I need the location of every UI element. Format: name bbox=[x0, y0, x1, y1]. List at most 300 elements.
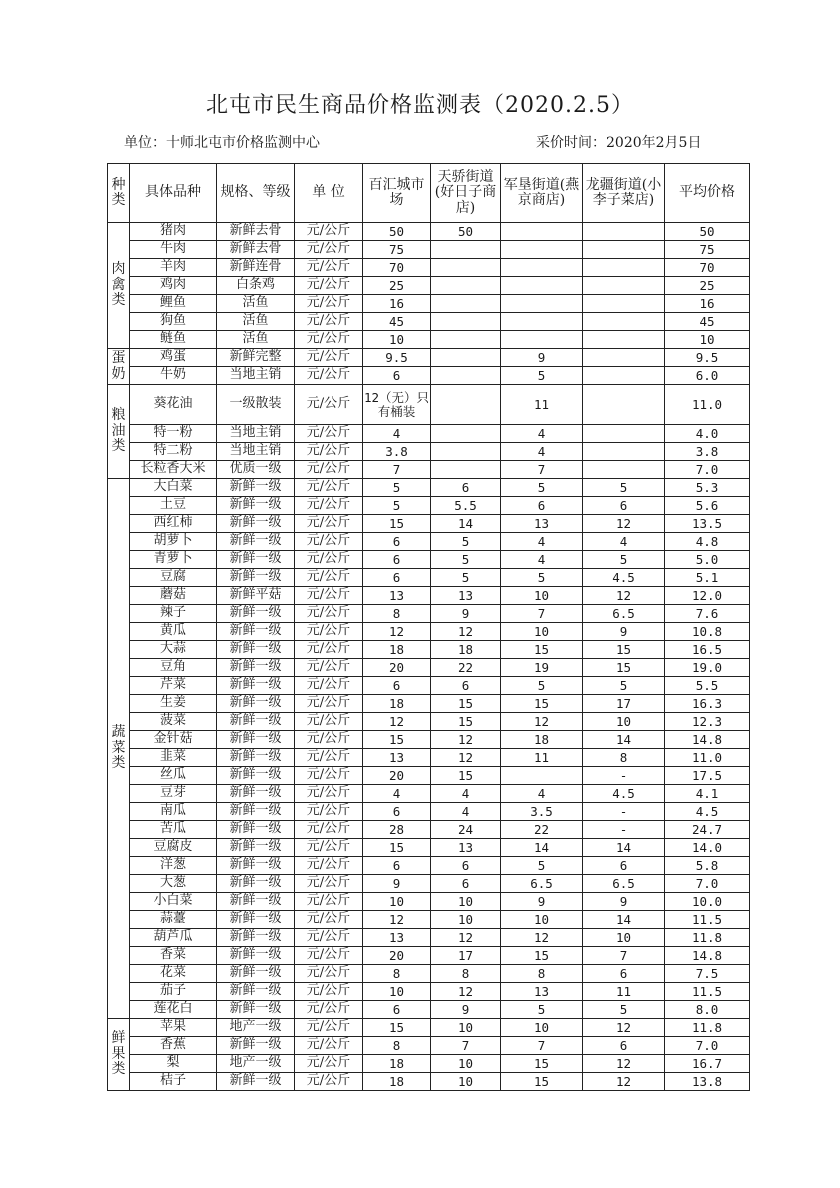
price-baihui: 3.8 bbox=[363, 443, 431, 461]
table-row bbox=[108, 1037, 750, 1055]
price-junken: 5 bbox=[501, 677, 583, 695]
unit: 元/公斤 bbox=[295, 223, 363, 241]
spec: 新鲜一级 bbox=[217, 911, 295, 929]
price-junken: 13 bbox=[501, 983, 583, 1001]
table-row bbox=[108, 443, 750, 461]
price-average: 7.5 bbox=[665, 965, 750, 983]
unit: 元/公斤 bbox=[295, 821, 363, 839]
item-name: 大蒜 bbox=[130, 641, 217, 659]
price-longjiang: 14 bbox=[583, 911, 665, 929]
price-junken: 4 bbox=[501, 551, 583, 569]
price-average: 19.0 bbox=[665, 659, 750, 677]
price-tianjiao: 6 bbox=[431, 857, 501, 875]
price-average: 10 bbox=[665, 331, 750, 349]
price-tianjiao: 10 bbox=[431, 1019, 501, 1037]
spec: 新鲜一级 bbox=[217, 1037, 295, 1055]
price-baihui: 20 bbox=[363, 659, 431, 677]
price-tianjiao bbox=[431, 241, 501, 259]
price-tianjiao: 12 bbox=[431, 731, 501, 749]
unit: 元/公斤 bbox=[295, 731, 363, 749]
price-junken: 5 bbox=[501, 1001, 583, 1019]
price-baihui: 12（无）只有桶装 bbox=[363, 385, 431, 425]
price-junken: 10 bbox=[501, 1019, 583, 1037]
table-row bbox=[108, 425, 750, 443]
item-name: 芹菜 bbox=[130, 677, 217, 695]
price-tianjiao bbox=[431, 331, 501, 349]
price-longjiang: 12 bbox=[583, 587, 665, 605]
table-row bbox=[108, 331, 750, 349]
price-average: 4.0 bbox=[665, 425, 750, 443]
unit: 元/公斤 bbox=[295, 1073, 363, 1091]
price-longjiang: 6 bbox=[583, 965, 665, 983]
price-baihui: 4 bbox=[363, 785, 431, 803]
price-longjiang bbox=[583, 425, 665, 443]
price-baihui: 10 bbox=[363, 893, 431, 911]
table-row bbox=[108, 605, 750, 623]
price-tianjiao: 10 bbox=[431, 1055, 501, 1073]
unit: 元/公斤 bbox=[295, 277, 363, 295]
item-name: 葫芦瓜 bbox=[130, 929, 217, 947]
price-average: 17.5 bbox=[665, 767, 750, 785]
price-longjiang: 14 bbox=[583, 839, 665, 857]
price-longjiang: 4.5 bbox=[583, 569, 665, 587]
price-junken: 12 bbox=[501, 713, 583, 731]
price-average: 4.8 bbox=[665, 533, 750, 551]
item-name: 豆芽 bbox=[130, 785, 217, 803]
spec: 新鲜一级 bbox=[217, 551, 295, 569]
price-average: 16.5 bbox=[665, 641, 750, 659]
table-row bbox=[108, 857, 750, 875]
price-tianjiao: 22 bbox=[431, 659, 501, 677]
price-average: 9.5 bbox=[665, 349, 750, 367]
price-tianjiao bbox=[431, 385, 501, 425]
unit: 元/公斤 bbox=[295, 1055, 363, 1073]
item-name: 牛肉 bbox=[130, 241, 217, 259]
price-average: 12.3 bbox=[665, 713, 750, 731]
price-tianjiao: 6 bbox=[431, 677, 501, 695]
header-category: 种类 bbox=[108, 164, 130, 223]
price-junken: 7 bbox=[501, 1037, 583, 1055]
unit: 元/公斤 bbox=[295, 1001, 363, 1019]
unit: 元/公斤 bbox=[295, 367, 363, 385]
price-baihui: 6 bbox=[363, 803, 431, 821]
table-body bbox=[108, 223, 750, 1091]
item-name: 香蕉 bbox=[130, 1037, 217, 1055]
spec: 新鲜去骨 bbox=[217, 241, 295, 259]
table-row bbox=[108, 983, 750, 1001]
price-junken: 8 bbox=[501, 965, 583, 983]
item-name: 大葱 bbox=[130, 875, 217, 893]
price-tianjiao bbox=[431, 425, 501, 443]
category-cell: 肉禽类 bbox=[108, 223, 130, 349]
header-spec: 规格、等级 bbox=[217, 164, 295, 223]
price-tianjiao: 4 bbox=[431, 803, 501, 821]
spec: 新鲜一级 bbox=[217, 1073, 295, 1091]
price-junken: 22 bbox=[501, 821, 583, 839]
price-tianjiao bbox=[431, 349, 501, 367]
price-junken: 4 bbox=[501, 425, 583, 443]
unit: 元/公斤 bbox=[295, 623, 363, 641]
price-tianjiao: 17 bbox=[431, 947, 501, 965]
price-baihui: 5 bbox=[363, 497, 431, 515]
spec: 新鲜一级 bbox=[217, 533, 295, 551]
price-tianjiao: 15 bbox=[431, 767, 501, 785]
price-junken: 12 bbox=[501, 929, 583, 947]
unit: 元/公斤 bbox=[295, 713, 363, 731]
price-longjiang: 6.5 bbox=[583, 605, 665, 623]
item-name: 小白菜 bbox=[130, 893, 217, 911]
price-baihui: 12 bbox=[363, 623, 431, 641]
price-baihui: 9 bbox=[363, 875, 431, 893]
price-baihui: 7 bbox=[363, 461, 431, 479]
price-tianjiao bbox=[431, 461, 501, 479]
price-baihui: 12 bbox=[363, 713, 431, 731]
header-market-baihui: 百汇城市场 bbox=[363, 164, 431, 223]
price-tianjiao: 12 bbox=[431, 983, 501, 1001]
price-baihui: 4 bbox=[363, 425, 431, 443]
item-name: 牛奶 bbox=[130, 367, 217, 385]
price-average: 11.5 bbox=[665, 983, 750, 1001]
price-longjiang: - bbox=[583, 767, 665, 785]
price-tianjiao bbox=[431, 277, 501, 295]
price-junken: 13 bbox=[501, 515, 583, 533]
price-tianjiao: 15 bbox=[431, 695, 501, 713]
price-junken bbox=[501, 331, 583, 349]
table-row bbox=[108, 277, 750, 295]
spec: 地产一级 bbox=[217, 1019, 295, 1037]
price-average: 7.0 bbox=[665, 461, 750, 479]
item-name: 鲤鱼 bbox=[130, 295, 217, 313]
price-baihui: 6 bbox=[363, 551, 431, 569]
price-tianjiao bbox=[431, 443, 501, 461]
unit: 元/公斤 bbox=[295, 677, 363, 695]
price-tianjiao: 13 bbox=[431, 587, 501, 605]
price-junken bbox=[501, 295, 583, 313]
item-name: 花菜 bbox=[130, 965, 217, 983]
table-row bbox=[108, 367, 750, 385]
unit: 元/公斤 bbox=[295, 911, 363, 929]
table-row bbox=[108, 515, 750, 533]
price-tianjiao: 8 bbox=[431, 965, 501, 983]
spec: 新鲜一级 bbox=[217, 1001, 295, 1019]
price-tianjiao bbox=[431, 295, 501, 313]
table-row bbox=[108, 803, 750, 821]
price-average: 3.8 bbox=[665, 443, 750, 461]
table-row bbox=[108, 569, 750, 587]
item-name: 辣子 bbox=[130, 605, 217, 623]
spec: 新鲜一级 bbox=[217, 875, 295, 893]
price-average: 7.6 bbox=[665, 605, 750, 623]
unit: 元/公斤 bbox=[295, 349, 363, 367]
price-longjiang bbox=[583, 313, 665, 331]
price-average: 13.8 bbox=[665, 1073, 750, 1091]
price-longjiang: 5 bbox=[583, 677, 665, 695]
unit: 元/公斤 bbox=[295, 331, 363, 349]
item-name: 狗鱼 bbox=[130, 313, 217, 331]
price-longjiang bbox=[583, 385, 665, 425]
spec: 新鲜一级 bbox=[217, 659, 295, 677]
price-junken: 15 bbox=[501, 1073, 583, 1091]
spec: 新鲜一级 bbox=[217, 641, 295, 659]
item-name: 豆腐皮 bbox=[130, 839, 217, 857]
price-longjiang: 6 bbox=[583, 857, 665, 875]
price-baihui: 8 bbox=[363, 605, 431, 623]
price-tianjiao: 24 bbox=[431, 821, 501, 839]
price-longjiang bbox=[583, 223, 665, 241]
table-row bbox=[108, 677, 750, 695]
price-junken: 11 bbox=[501, 385, 583, 425]
item-name: 大白菜 bbox=[130, 479, 217, 497]
price-longjiang: 7 bbox=[583, 947, 665, 965]
spec: 新鲜一级 bbox=[217, 605, 295, 623]
price-average: 7.0 bbox=[665, 875, 750, 893]
price-longjiang: 10 bbox=[583, 929, 665, 947]
unit: 元/公斤 bbox=[295, 803, 363, 821]
table-row bbox=[108, 767, 750, 785]
price-average: 5.5 bbox=[665, 677, 750, 695]
table-row bbox=[108, 313, 750, 331]
price-baihui: 8 bbox=[363, 1037, 431, 1055]
table-row bbox=[108, 929, 750, 947]
unit: 元/公斤 bbox=[295, 893, 363, 911]
table-row bbox=[108, 893, 750, 911]
spec: 活鱼 bbox=[217, 313, 295, 331]
price-tianjiao: 6 bbox=[431, 875, 501, 893]
category-cell: 蛋奶 bbox=[108, 349, 130, 385]
price-baihui: 20 bbox=[363, 767, 431, 785]
table-row bbox=[108, 821, 750, 839]
price-average: 24.7 bbox=[665, 821, 750, 839]
price-junken bbox=[501, 241, 583, 259]
price-junken bbox=[501, 767, 583, 785]
spec: 新鲜完整 bbox=[217, 349, 295, 367]
unit: 元/公斤 bbox=[295, 295, 363, 313]
unit: 元/公斤 bbox=[295, 259, 363, 277]
price-junken: 4 bbox=[501, 533, 583, 551]
price-longjiang: 12 bbox=[583, 1073, 665, 1091]
price-longjiang: 6 bbox=[583, 497, 665, 515]
price-average: 4.5 bbox=[665, 803, 750, 821]
price-baihui: 45 bbox=[363, 313, 431, 331]
price-junken: 10 bbox=[501, 587, 583, 605]
item-name: 猪肉 bbox=[130, 223, 217, 241]
price-junken: 15 bbox=[501, 695, 583, 713]
price-average: 11.0 bbox=[665, 385, 750, 425]
price-average: 45 bbox=[665, 313, 750, 331]
price-average: 6.0 bbox=[665, 367, 750, 385]
price-tianjiao: 10 bbox=[431, 893, 501, 911]
price-baihui: 6 bbox=[363, 367, 431, 385]
unit: 元/公斤 bbox=[295, 425, 363, 443]
price-average: 10.0 bbox=[665, 893, 750, 911]
item-name: 苦瓜 bbox=[130, 821, 217, 839]
unit: 元/公斤 bbox=[295, 587, 363, 605]
unit: 元/公斤 bbox=[295, 497, 363, 515]
price-baihui: 6 bbox=[363, 533, 431, 551]
spec: 新鲜一级 bbox=[217, 515, 295, 533]
table-row bbox=[108, 785, 750, 803]
spec: 新鲜一级 bbox=[217, 857, 295, 875]
item-name: 蘑菇 bbox=[130, 587, 217, 605]
price-tianjiao bbox=[431, 367, 501, 385]
item-name: 鸡肉 bbox=[130, 277, 217, 295]
price-junken: 18 bbox=[501, 731, 583, 749]
price-table bbox=[107, 163, 750, 1091]
price-junken: 14 bbox=[501, 839, 583, 857]
price-junken: 15 bbox=[501, 947, 583, 965]
price-tianjiao: 14 bbox=[431, 515, 501, 533]
unit: 元/公斤 bbox=[295, 785, 363, 803]
price-tianjiao: 7 bbox=[431, 1037, 501, 1055]
price-baihui: 13 bbox=[363, 749, 431, 767]
spec: 新鲜一级 bbox=[217, 929, 295, 947]
spec: 新鲜一级 bbox=[217, 965, 295, 983]
price-baihui: 13 bbox=[363, 929, 431, 947]
price-average: 11.8 bbox=[665, 929, 750, 947]
price-tianjiao: 5 bbox=[431, 569, 501, 587]
price-average: 5.8 bbox=[665, 857, 750, 875]
item-name: 茄子 bbox=[130, 983, 217, 1001]
price-average: 10.8 bbox=[665, 623, 750, 641]
item-name: 长粒香大米 bbox=[130, 461, 217, 479]
spec: 新鲜一级 bbox=[217, 497, 295, 515]
price-longjiang: 4.5 bbox=[583, 785, 665, 803]
price-junken: 15 bbox=[501, 1055, 583, 1073]
price-junken: 10 bbox=[501, 623, 583, 641]
price-average: 75 bbox=[665, 241, 750, 259]
price-tianjiao: 6 bbox=[431, 479, 501, 497]
item-name: 丝瓜 bbox=[130, 767, 217, 785]
spec: 新鲜连骨 bbox=[217, 259, 295, 277]
table-row bbox=[108, 911, 750, 929]
price-average: 14.8 bbox=[665, 947, 750, 965]
price-longjiang bbox=[583, 241, 665, 259]
spec: 新鲜一级 bbox=[217, 821, 295, 839]
price-baihui: 10 bbox=[363, 331, 431, 349]
spec: 活鱼 bbox=[217, 295, 295, 313]
price-baihui: 18 bbox=[363, 641, 431, 659]
table-row bbox=[108, 1001, 750, 1019]
price-longjiang: 5 bbox=[583, 1001, 665, 1019]
table-row bbox=[108, 731, 750, 749]
unit: 元/公斤 bbox=[295, 641, 363, 659]
price-tianjiao: 9 bbox=[431, 1001, 501, 1019]
price-junken: 5 bbox=[501, 857, 583, 875]
price-tianjiao: 10 bbox=[431, 1073, 501, 1091]
unit: 元/公斤 bbox=[295, 461, 363, 479]
unit: 元/公斤 bbox=[295, 857, 363, 875]
spec: 活鱼 bbox=[217, 331, 295, 349]
item-name: 西红柿 bbox=[130, 515, 217, 533]
item-name: 青萝卜 bbox=[130, 551, 217, 569]
price-junken: 5 bbox=[501, 367, 583, 385]
price-junken: 19 bbox=[501, 659, 583, 677]
page-title: 北屯市民生商品价格监测表（2020.2.5） bbox=[206, 93, 634, 118]
price-average: 11.5 bbox=[665, 911, 750, 929]
price-average: 70 bbox=[665, 259, 750, 277]
price-longjiang: 8 bbox=[583, 749, 665, 767]
unit: 元/公斤 bbox=[295, 839, 363, 857]
price-tianjiao: 5 bbox=[431, 551, 501, 569]
unit: 元/公斤 bbox=[295, 533, 363, 551]
price-longjiang bbox=[583, 259, 665, 277]
unit: 元/公斤 bbox=[295, 313, 363, 331]
table-row bbox=[108, 641, 750, 659]
table-row bbox=[108, 1073, 750, 1091]
table-row bbox=[108, 695, 750, 713]
price-average: 13.5 bbox=[665, 515, 750, 533]
price-junken: 11 bbox=[501, 749, 583, 767]
price-average: 11.0 bbox=[665, 749, 750, 767]
item-name: 生姜 bbox=[130, 695, 217, 713]
price-junken: 5 bbox=[501, 479, 583, 497]
unit: 元/公斤 bbox=[295, 1037, 363, 1055]
unit: 元/公斤 bbox=[295, 569, 363, 587]
price-average: 50 bbox=[665, 223, 750, 241]
price-tianjiao: 50 bbox=[431, 223, 501, 241]
unit: 元/公斤 bbox=[295, 695, 363, 713]
price-baihui: 18 bbox=[363, 695, 431, 713]
table-row bbox=[108, 713, 750, 731]
price-longjiang bbox=[583, 461, 665, 479]
price-baihui: 6 bbox=[363, 857, 431, 875]
price-junken: 9 bbox=[501, 349, 583, 367]
item-name: 鸡蛋 bbox=[130, 349, 217, 367]
item-name: 豆腐 bbox=[130, 569, 217, 587]
table-row bbox=[108, 839, 750, 857]
price-average: 12.0 bbox=[665, 587, 750, 605]
header-market-longjiang: 龙疆街道(小李子菜店) bbox=[583, 164, 665, 223]
price-average: 5.3 bbox=[665, 479, 750, 497]
table-row bbox=[108, 965, 750, 983]
spec: 当地主销 bbox=[217, 443, 295, 461]
price-longjiang bbox=[583, 443, 665, 461]
item-name: 葵花油 bbox=[130, 385, 217, 425]
unit: 元/公斤 bbox=[295, 241, 363, 259]
item-name: 南瓜 bbox=[130, 803, 217, 821]
spec: 新鲜一级 bbox=[217, 893, 295, 911]
item-name: 特二粉 bbox=[130, 443, 217, 461]
unit: 元/公斤 bbox=[295, 605, 363, 623]
table-row bbox=[108, 479, 750, 497]
item-name: 豆角 bbox=[130, 659, 217, 677]
price-baihui: 28 bbox=[363, 821, 431, 839]
unit: 元/公斤 bbox=[295, 947, 363, 965]
price-longjiang bbox=[583, 295, 665, 313]
price-average: 16.7 bbox=[665, 1055, 750, 1073]
spec: 新鲜一级 bbox=[217, 785, 295, 803]
price-baihui: 8 bbox=[363, 965, 431, 983]
unit: 元/公斤 bbox=[295, 749, 363, 767]
spec: 新鲜一级 bbox=[217, 479, 295, 497]
table-row bbox=[108, 623, 750, 641]
price-tianjiao: 15 bbox=[431, 713, 501, 731]
item-name: 蒜薹 bbox=[130, 911, 217, 929]
spec: 新鲜一级 bbox=[217, 731, 295, 749]
table-row bbox=[108, 533, 750, 551]
item-name: 香菜 bbox=[130, 947, 217, 965]
price-junken: 3.5 bbox=[501, 803, 583, 821]
price-baihui: 6 bbox=[363, 1001, 431, 1019]
price-baihui: 16 bbox=[363, 295, 431, 313]
item-name: 鲢鱼 bbox=[130, 331, 217, 349]
price-average: 25 bbox=[665, 277, 750, 295]
unit: 元/公斤 bbox=[295, 385, 363, 425]
price-baihui: 6 bbox=[363, 569, 431, 587]
price-tianjiao bbox=[431, 259, 501, 277]
unit: 元/公斤 bbox=[295, 479, 363, 497]
price-average: 8.0 bbox=[665, 1001, 750, 1019]
